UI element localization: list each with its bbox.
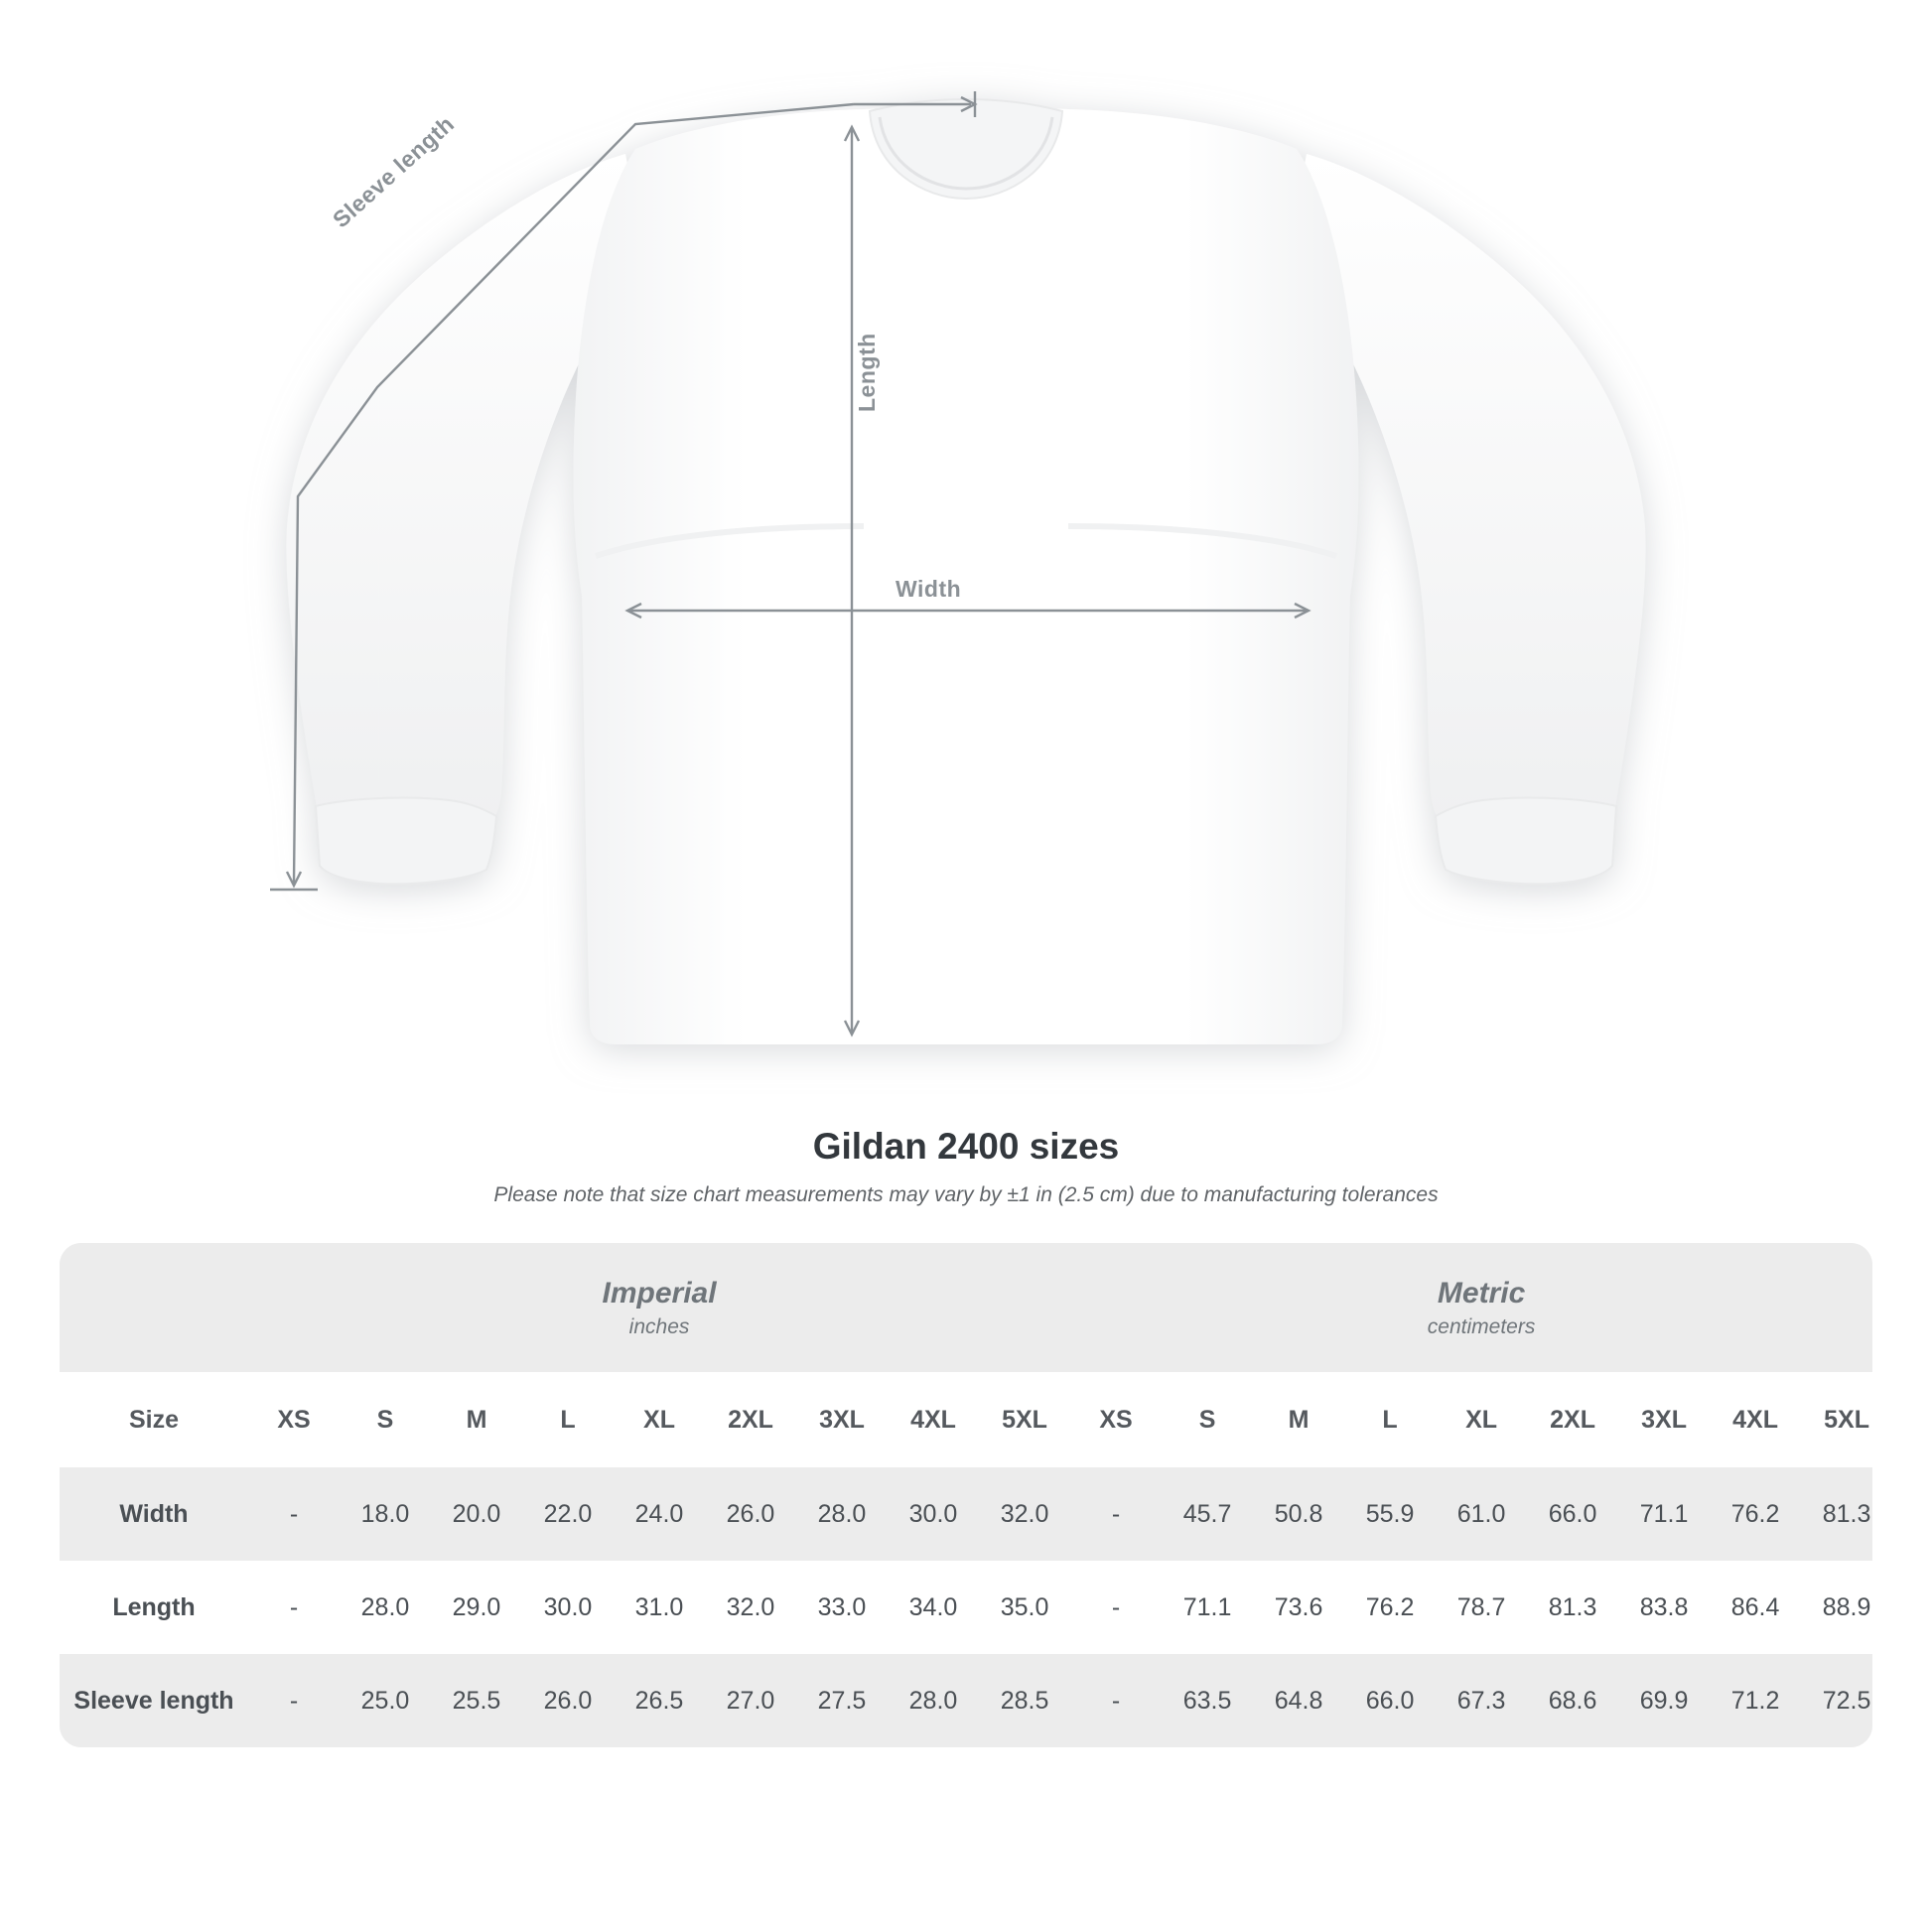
cell-sleeve-metric-xs: - xyxy=(1111,1686,1121,1715)
cell-sleeve-metric-s: 63.5 xyxy=(1182,1686,1232,1715)
shirt-body xyxy=(286,99,1645,1044)
cell-length-imperial-xs: - xyxy=(289,1592,299,1621)
title-block xyxy=(0,1126,1932,1207)
cell-sleeve-imperial-xl: 26.5 xyxy=(634,1686,684,1715)
cell-length-imperial-xl: 31.0 xyxy=(634,1592,684,1621)
cell-length-metric-xl: 78.7 xyxy=(1456,1592,1506,1621)
length-label: Length xyxy=(854,333,880,412)
cell-length-metric-s: 71.1 xyxy=(1182,1592,1232,1621)
cell-length-imperial-m: 29.0 xyxy=(452,1592,501,1621)
cell-length-imperial-s: 28.0 xyxy=(360,1592,410,1621)
page-title: Gildan 2400 sizes xyxy=(812,1126,1120,1167)
cell-width-imperial-4xl: 30.0 xyxy=(908,1499,958,1528)
cell-length-metric-4xl: 86.4 xyxy=(1730,1592,1780,1621)
cell-width-imperial-m: 20.0 xyxy=(452,1499,501,1528)
row-label-sleeve-length: Sleeve length xyxy=(73,1686,234,1715)
cell-sleeve-imperial-xs: - xyxy=(289,1686,299,1715)
unit-header-row xyxy=(60,1243,1872,1372)
table-row xyxy=(60,1561,1872,1654)
cell-length-metric-5xl: 88.9 xyxy=(1822,1592,1871,1621)
cell-length-imperial-2xl: 32.0 xyxy=(726,1592,775,1621)
cell-sleeve-metric-5xl: 72.5 xyxy=(1822,1686,1871,1715)
cell-width-metric-l: 55.9 xyxy=(1365,1499,1415,1528)
cell-length-imperial-4xl: 34.0 xyxy=(908,1592,958,1621)
cell-sleeve-imperial-3xl: 27.5 xyxy=(817,1686,867,1715)
cell-width-metric-xs: - xyxy=(1111,1499,1121,1528)
cell-width-imperial-l: 22.0 xyxy=(543,1499,593,1528)
cell-sleeve-imperial-4xl: 28.0 xyxy=(908,1686,958,1715)
cell-width-metric-3xl: 71.1 xyxy=(1639,1499,1689,1528)
size-chart-table xyxy=(60,1243,1872,1747)
unit-header-metric xyxy=(1070,1243,1872,1372)
table-row xyxy=(60,1467,1872,1561)
size-header-imperial-xs: XS xyxy=(277,1405,311,1434)
unit-name-imperial: Imperial xyxy=(602,1277,717,1310)
size-header-imperial-s: S xyxy=(376,1405,394,1434)
cell-sleeve-imperial-l: 26.0 xyxy=(543,1686,593,1715)
tolerance-note: Please note that size chart measurements may vary by ±1 in (2.5 cm) due to manufacturing tolerances xyxy=(493,1183,1439,1206)
size-header-imperial-5xl: 5XL xyxy=(1002,1405,1047,1434)
cell-sleeve-imperial-m: 25.5 xyxy=(452,1686,501,1715)
cell-width-metric-4xl: 76.2 xyxy=(1730,1499,1780,1528)
cell-length-imperial-3xl: 33.0 xyxy=(817,1592,867,1621)
cell-sleeve-metric-m: 64.8 xyxy=(1274,1686,1323,1715)
size-header-metric-l: L xyxy=(1382,1405,1398,1434)
cell-sleeve-imperial-5xl: 28.5 xyxy=(1000,1686,1049,1715)
size-header-metric-5xl: 5XL xyxy=(1824,1405,1869,1434)
cell-sleeve-metric-l: 66.0 xyxy=(1365,1686,1415,1715)
size-header-metric-s: S xyxy=(1198,1405,1216,1434)
width-label: Width xyxy=(896,576,962,602)
size-header-metric-xl: XL xyxy=(1465,1405,1498,1434)
size-header-imperial-3xl: 3XL xyxy=(819,1405,865,1434)
cell-length-metric-m: 73.6 xyxy=(1274,1592,1323,1621)
cell-sleeve-metric-4xl: 71.2 xyxy=(1730,1686,1780,1715)
size-header-metric-m: M xyxy=(1288,1405,1310,1434)
cell-sleeve-metric-3xl: 69.9 xyxy=(1639,1686,1689,1715)
cell-width-imperial-xl: 24.0 xyxy=(634,1499,684,1528)
cell-length-imperial-5xl: 35.0 xyxy=(1000,1592,1049,1621)
size-header-imperial-4xl: 4XL xyxy=(910,1405,956,1434)
cell-sleeve-metric-xl: 67.3 xyxy=(1456,1686,1506,1715)
cell-width-imperial-5xl: 32.0 xyxy=(1000,1499,1049,1528)
size-header-imperial-2xl: 2XL xyxy=(728,1405,773,1434)
cell-length-metric-3xl: 83.8 xyxy=(1639,1592,1689,1621)
unit-header-spacer xyxy=(60,1243,248,1372)
cell-length-metric-2xl: 81.3 xyxy=(1548,1592,1597,1621)
unit-header-imperial xyxy=(248,1243,1070,1372)
size-header-metric-xs: XS xyxy=(1099,1405,1133,1434)
size-header-imperial-m: M xyxy=(466,1405,487,1434)
cell-width-metric-m: 50.8 xyxy=(1274,1499,1323,1528)
cell-sleeve-imperial-2xl: 27.0 xyxy=(726,1686,775,1715)
cell-length-metric-l: 76.2 xyxy=(1365,1592,1415,1621)
row-label-width: Width xyxy=(119,1499,189,1528)
unit-name-metric: Metric xyxy=(1437,1277,1526,1310)
size-header-row xyxy=(60,1372,1872,1467)
cell-width-metric-2xl: 66.0 xyxy=(1548,1499,1597,1528)
cell-width-imperial-3xl: 28.0 xyxy=(817,1499,867,1528)
cell-width-metric-5xl: 81.3 xyxy=(1822,1499,1871,1528)
cell-sleeve-metric-2xl: 68.6 xyxy=(1548,1686,1597,1715)
cell-length-imperial-l: 30.0 xyxy=(543,1592,593,1621)
cell-width-imperial-xs: - xyxy=(289,1499,299,1528)
size-header-metric-3xl: 3XL xyxy=(1641,1405,1687,1434)
cell-width-metric-xl: 61.0 xyxy=(1456,1499,1506,1528)
cell-width-imperial-2xl: 26.0 xyxy=(726,1499,775,1528)
cell-length-metric-xs: - xyxy=(1111,1592,1121,1621)
size-chart-table-wrapper xyxy=(60,1243,1872,1747)
size-header-imperial-xl: XL xyxy=(643,1405,675,1434)
cell-width-imperial-s: 18.0 xyxy=(360,1499,410,1528)
cell-width-metric-s: 45.7 xyxy=(1182,1499,1232,1528)
size-header-imperial-l: L xyxy=(560,1405,576,1434)
row-label-length: Length xyxy=(112,1592,196,1621)
cell-sleeve-imperial-s: 25.0 xyxy=(360,1686,410,1715)
unit-sub-metric: centimeters xyxy=(1427,1315,1536,1338)
table-row xyxy=(60,1654,1872,1747)
unit-sub-imperial: inches xyxy=(628,1315,690,1338)
sleeve-length-label: Sleeve length xyxy=(328,110,460,233)
size-header-metric-2xl: 2XL xyxy=(1550,1405,1595,1434)
size-header-label: Size xyxy=(128,1405,180,1434)
size-header-metric-4xl: 4XL xyxy=(1732,1405,1778,1434)
